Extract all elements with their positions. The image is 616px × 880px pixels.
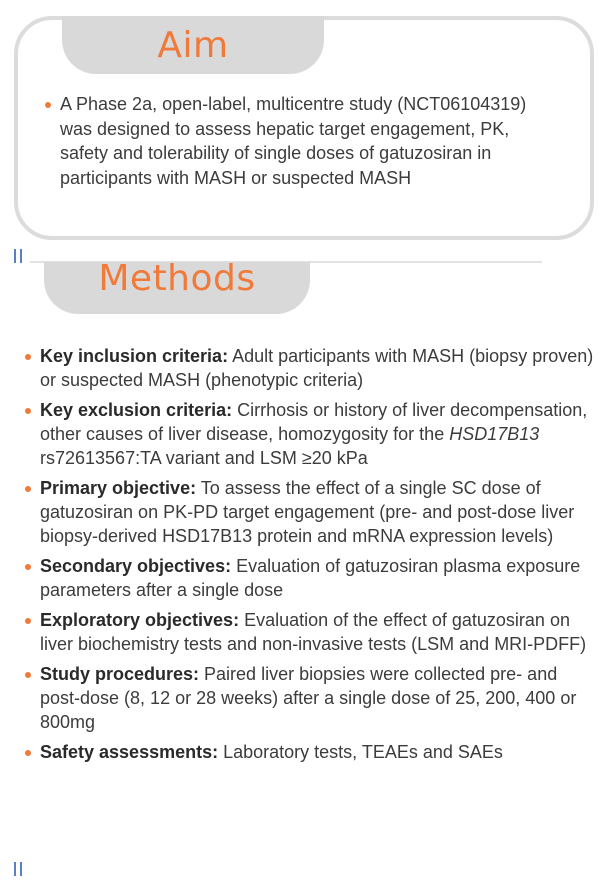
aim-bullet: A Phase 2a, open-label, multicentre study (NCT06104319) was designed to assess hepatic target engagement, PK, safety and tolerability of single doses of gatuzosiran in participants with MASH or suspected MASH bbox=[42, 92, 562, 190]
inclusion-criteria-label: Key inclusion criteria: bbox=[40, 346, 229, 366]
gene-name: HSD17B13 bbox=[449, 424, 540, 444]
primary-objective-label: Primary objective: bbox=[40, 478, 197, 498]
left-margin-mark bbox=[20, 249, 22, 263]
methods-list bbox=[22, 344, 602, 770]
study-procedures-item bbox=[22, 662, 602, 734]
aim-header-tab bbox=[62, 16, 324, 74]
exploratory-objectives-label: Exploratory objectives: bbox=[40, 610, 240, 630]
primary-objective-text: To assess the effect of a single SC dose of gatuzosiran on PK-PD target engagement (pre- and post-dose liver biopsy-derived HSD17B13 protein and mRNA expression levels) bbox=[40, 478, 575, 546]
exclusion-criteria-text-cont: rs72613567:TA variant and LSM ≥20 kPa bbox=[40, 448, 368, 468]
safety-assessments-text: Laboratory tests, TEAEs and SAEs bbox=[218, 742, 503, 762]
exploratory-objectives-item bbox=[22, 608, 602, 656]
aim-title: Aim bbox=[157, 24, 229, 66]
inclusion-criteria-text: Adult participants with MASH (biopsy proven) or suspected MASH (phenotypic criteria) bbox=[40, 346, 594, 390]
methods-title: Methods bbox=[98, 258, 256, 299]
exclusion-criteria-label: Key exclusion criteria: bbox=[40, 400, 233, 420]
primary-objective-item bbox=[22, 476, 602, 548]
left-margin-mark bbox=[14, 249, 16, 263]
safety-assessments-label: Safety assessments: bbox=[40, 742, 219, 762]
secondary-objectives-item bbox=[22, 554, 602, 602]
exclusion-criteria-text: Cirrhosis or history of liver decompensation, other causes of liver disease, homozygosity for the bbox=[40, 400, 588, 444]
study-procedures-text: Paired liver biopsies were collected pre- and post-dose (8, 12 or 28 weeks) after a single dose of 25, 200, 400 or 800mg bbox=[40, 664, 577, 732]
left-margin-mark bbox=[14, 862, 16, 876]
inclusion-criteria-item bbox=[22, 344, 602, 392]
exclusion-criteria-item bbox=[22, 398, 602, 470]
aim-list bbox=[42, 92, 562, 196]
left-margin-mark bbox=[20, 862, 22, 876]
secondary-objectives-text: Evaluation of gatuzosiran plasma exposure parameters after a single dose bbox=[40, 556, 581, 600]
methods-header-tab bbox=[44, 258, 310, 314]
safety-assessments-item bbox=[22, 740, 602, 764]
study-procedures-label: Study procedures: bbox=[40, 664, 200, 684]
exploratory-objectives-text: Evaluation of the effect of gatuzosiran on liver biochemistry tests and non-invasive tests (LSM and MRI-PDFF) bbox=[40, 610, 587, 654]
secondary-objectives-label: Secondary objectives: bbox=[40, 556, 232, 576]
